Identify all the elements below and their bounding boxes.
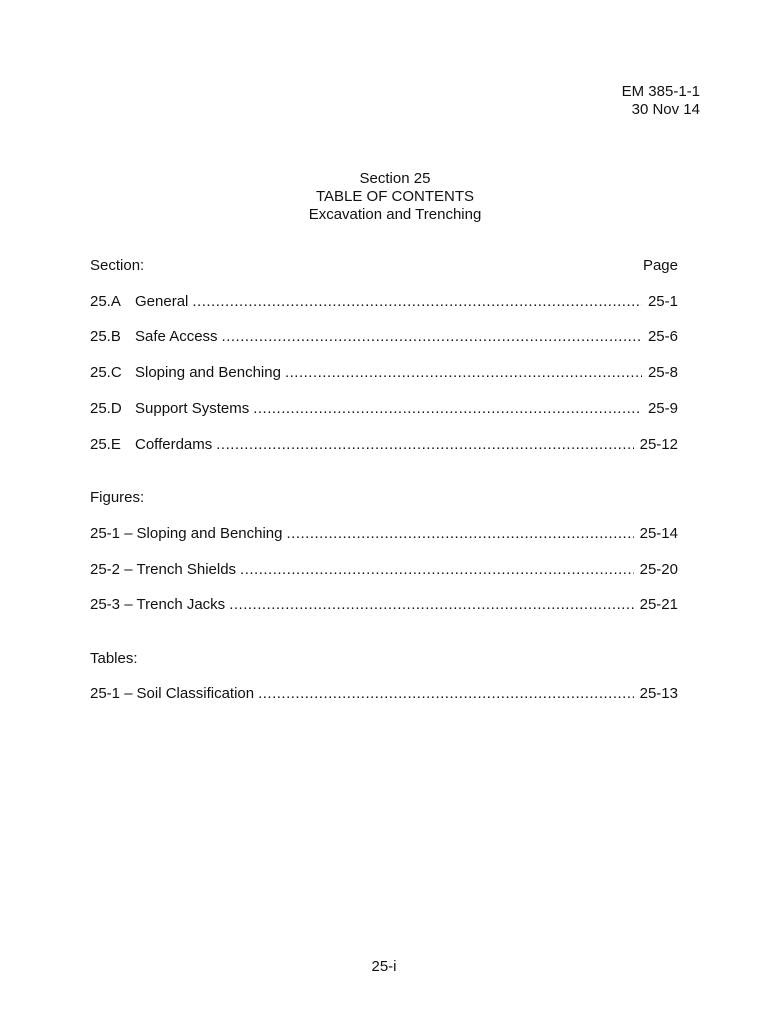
entry-page: 25-1 xyxy=(647,293,678,310)
toc-heading: TABLE OF CONTENTS xyxy=(315,188,475,205)
dot-leader xyxy=(192,293,642,311)
entry-page: 25-8 xyxy=(647,364,678,381)
entry-title: Safe Access xyxy=(135,328,218,345)
entry-page: 25-14 xyxy=(639,525,678,542)
entry-page: 25-21 xyxy=(639,596,678,613)
entry-title: General xyxy=(135,293,189,310)
document-id: EM 385-1-1 xyxy=(621,83,700,100)
entry-number: 25-1 – xyxy=(90,525,133,542)
toc-entry-section[interactable] xyxy=(90,328,678,346)
dot-leader xyxy=(287,525,634,543)
document-header xyxy=(622,83,700,119)
toc-entry-figure[interactable] xyxy=(90,596,678,614)
entry-title: Soil Classification xyxy=(136,685,255,702)
toc-entry-table[interactable] xyxy=(90,685,678,703)
entry-number: 25-3 – xyxy=(90,596,133,613)
entry-page: 25-12 xyxy=(639,436,678,453)
toc-entry-figure[interactable] xyxy=(90,525,678,543)
footer-page-number: 25-i xyxy=(371,958,397,975)
section-heading: Section 25 xyxy=(359,170,431,187)
entry-number: 25.A xyxy=(90,293,121,310)
section-column-label: Section: xyxy=(90,257,145,274)
dot-leader xyxy=(222,328,642,346)
entry-title: Sloping and Benching xyxy=(136,525,283,542)
entry-number: 25.B xyxy=(90,328,121,345)
entry-page: 25-20 xyxy=(639,561,678,578)
entry-number: 25-1 – xyxy=(90,685,133,702)
toc-title-block xyxy=(0,170,768,224)
dot-leader xyxy=(285,364,642,382)
entry-title: Sloping and Benching xyxy=(135,364,281,381)
entry-page: 25-6 xyxy=(647,328,678,345)
page-footer xyxy=(0,958,768,976)
entry-number: 25.E xyxy=(90,436,121,453)
toc-entry-section[interactable] xyxy=(90,293,678,311)
tables-label: Tables: xyxy=(90,650,138,667)
entry-number: 25.C xyxy=(90,364,122,381)
toc-entry-figure[interactable] xyxy=(90,561,678,579)
dot-leader xyxy=(216,436,633,454)
entry-title: Cofferdams xyxy=(135,436,213,453)
entry-title: Trench Jacks xyxy=(136,596,226,613)
toc-entry-section[interactable] xyxy=(90,364,678,382)
figures-label: Figures: xyxy=(90,489,145,506)
entry-number: 25.D xyxy=(90,400,122,417)
document-date: 30 Nov 14 xyxy=(631,101,700,118)
topic-heading: Excavation and Trenching xyxy=(308,206,482,223)
toc-entry-section[interactable] xyxy=(90,436,678,454)
column-headers xyxy=(90,257,678,275)
entry-page: 25-9 xyxy=(647,400,678,417)
entry-number: 25-2 – xyxy=(90,561,133,578)
toc-entry-section[interactable] xyxy=(90,400,678,418)
dot-leader xyxy=(253,400,642,418)
entry-title: Trench Shields xyxy=(136,561,237,578)
dot-leader xyxy=(240,561,634,579)
entry-page: 25-13 xyxy=(639,685,678,702)
entry-title: Support Systems xyxy=(135,400,250,417)
page-column-label: Page xyxy=(642,257,678,274)
dot-leader xyxy=(258,685,634,703)
dot-leader xyxy=(229,596,633,614)
